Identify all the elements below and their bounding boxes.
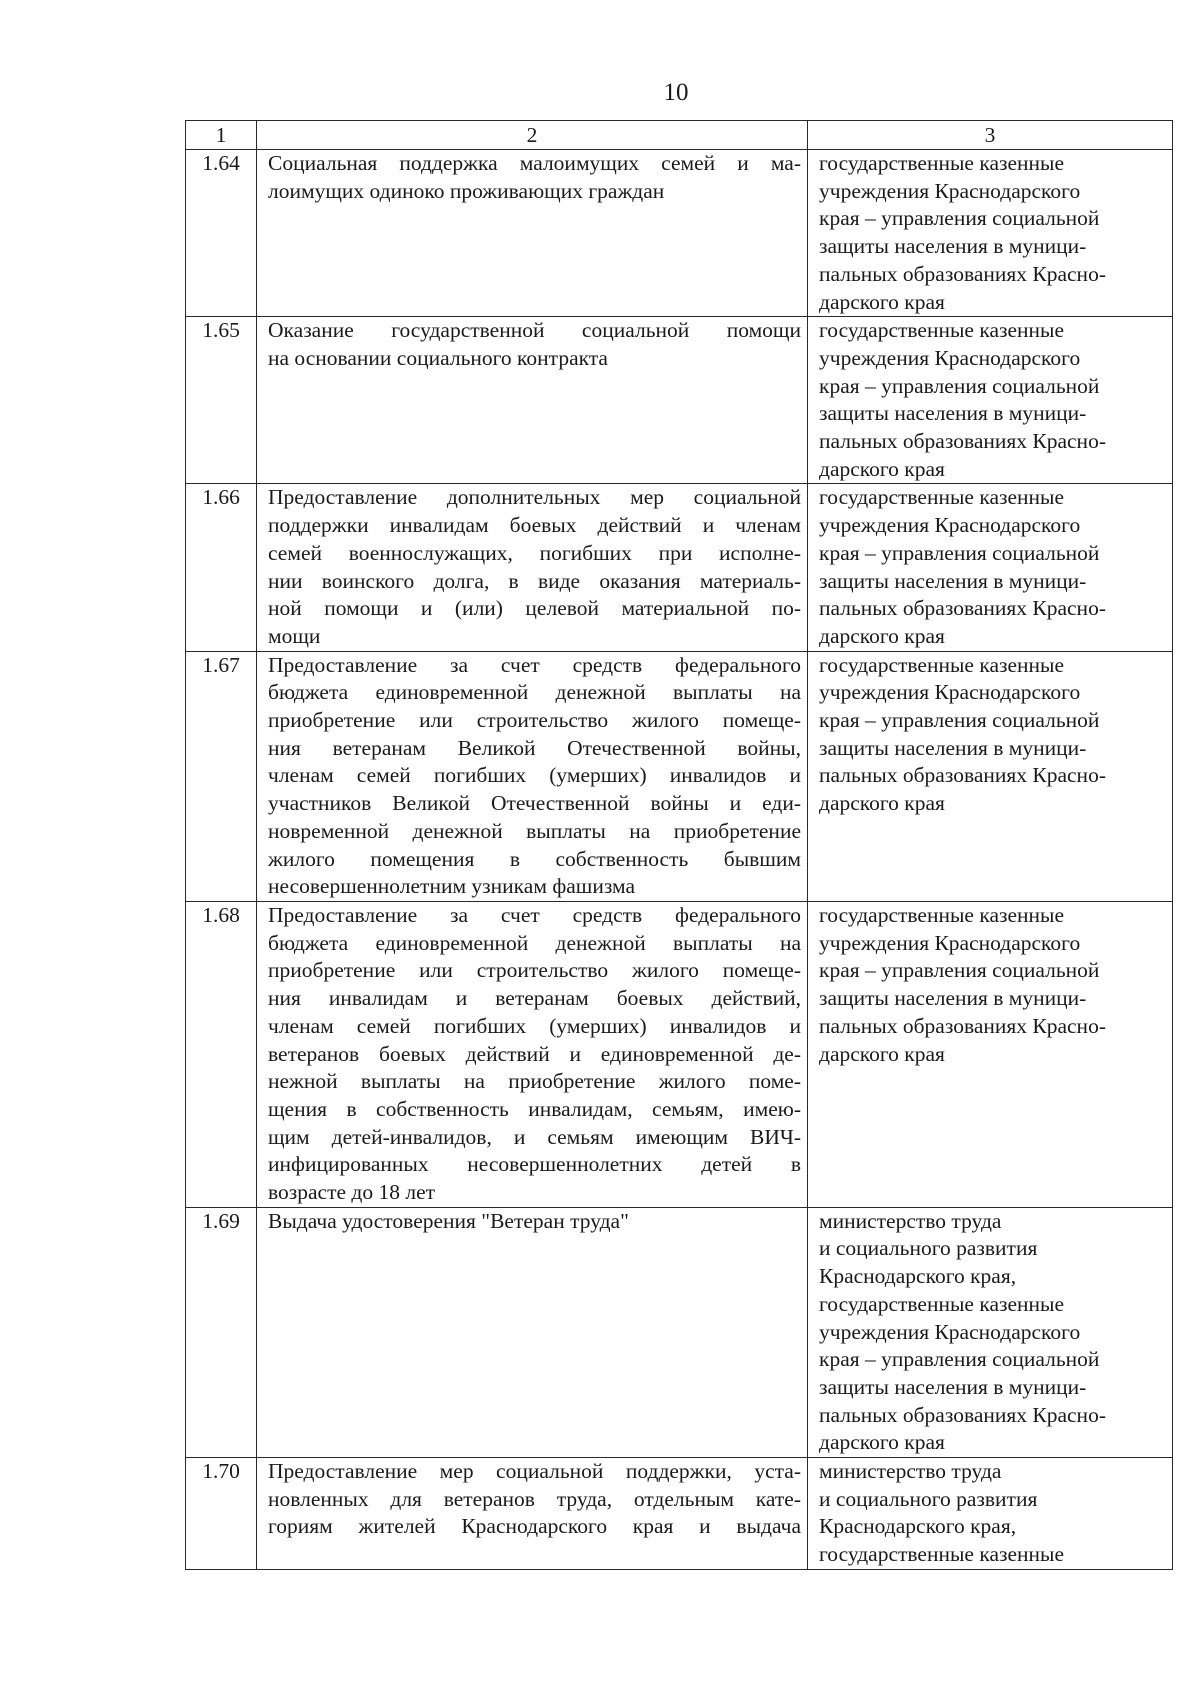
provider-text-line: учреждения Краснодарского (819, 680, 1081, 705)
table-row (186, 1458, 1173, 1570)
provider-text-line: защиты населения в муници- (819, 1374, 1087, 1399)
service-text-line: приобретение или строительство жилого помеще- (268, 708, 801, 733)
provider-text-line: и социального развития (819, 1486, 1038, 1511)
responsible-provider (808, 317, 1173, 484)
column-header-service: 2 (257, 121, 808, 150)
provider-text-line: пальных образованиях Красно- (819, 1402, 1106, 1427)
service-text-line: приобретение или строительство жилого помеще- (268, 958, 801, 983)
service-description (257, 484, 808, 651)
table-row (186, 484, 1173, 651)
table-row (186, 651, 1173, 901)
provider-text-line: учреждения Краснодарского (819, 1319, 1081, 1344)
provider-text-line: дарского края (819, 791, 945, 816)
service-text-line: новременной денежной выплаты на приобретение (268, 818, 801, 843)
service-text-line: Предоставление мер социальной поддержки, уста- (268, 1459, 801, 1484)
page-number: 10 (663, 79, 689, 106)
provider-text-line: государственные казенные (819, 318, 1065, 343)
provider-text-line: и социального развития (819, 1236, 1038, 1261)
table-row (186, 150, 1173, 317)
service-text-line: нежной выплаты на приобретение жилого поме- (268, 1069, 801, 1094)
service-text-line: Оказание государственной социальной помощи (268, 318, 801, 343)
provider-text-line: края – управления социальной (819, 1347, 1100, 1372)
services-table (185, 120, 1173, 1570)
service-description (257, 150, 808, 317)
service-text-line: на основании социального контракта (268, 345, 608, 370)
provider-text-line: учреждения Краснодарского (819, 513, 1081, 538)
column-header-number: 1 (186, 121, 257, 150)
provider-text-line: государственные казенные (819, 902, 1065, 927)
provider-text-line: учреждения Краснодарского (819, 345, 1081, 370)
table-row (186, 317, 1173, 484)
provider-text-line: дарского края (819, 1430, 945, 1455)
service-text-line: щения в собственность инвалидам, семьям, имею- (268, 1096, 801, 1121)
service-text-line: ветеранов боевых действий и единовременной де- (268, 1041, 801, 1066)
table-row (186, 1207, 1173, 1457)
service-text-line: Предоставление за счет средств федерального (268, 902, 801, 927)
service-description (257, 1207, 808, 1457)
row-number: 1.66 (186, 484, 257, 651)
service-text-line: ной помощи и (или) целевой материальной по- (268, 596, 801, 621)
provider-text-line: края – управления социальной (819, 540, 1100, 565)
service-description (257, 1458, 808, 1570)
responsible-provider (808, 484, 1173, 651)
provider-text-line: защиты населения в муници- (819, 735, 1087, 760)
responsible-provider (808, 150, 1173, 317)
provider-text-line: дарского края (819, 623, 945, 648)
service-text-line: лоимущих одиноко проживающих граждан (268, 178, 665, 203)
service-text-line: нии воинского долга, в виде оказания материаль- (268, 568, 801, 593)
provider-text-line: государственные казенные (819, 652, 1065, 677)
provider-text-line: министерство труда (819, 1208, 1002, 1233)
provider-text-line: края – управления социальной (819, 206, 1100, 231)
responsible-provider (808, 1207, 1173, 1457)
responsible-provider (808, 901, 1173, 1207)
provider-text-line: учреждения Краснодарского (819, 930, 1081, 955)
service-text-line: ния инвалидам и ветеранам боевых действий, (268, 986, 801, 1011)
provider-text-line: пальных образованиях Красно- (819, 429, 1106, 454)
provider-text-line: государственные казенные (819, 485, 1065, 510)
service-text-line: бюджета единовременной денежной выплаты на (268, 680, 801, 705)
provider-text-line: государственные казенные (819, 151, 1065, 175)
service-text-line: бюджета единовременной денежной выплаты на (268, 930, 801, 955)
service-text-line: несовершеннолетним узникам фашизма (268, 874, 636, 899)
service-description (257, 651, 808, 901)
row-number: 1.64 (186, 150, 257, 317)
provider-text-line: государственные казенные (819, 1291, 1065, 1316)
row-number: 1.68 (186, 901, 257, 1207)
responsible-provider (808, 651, 1173, 901)
provider-text-line: Краснодарского края, (819, 1514, 1017, 1539)
row-number: 1.67 (186, 651, 257, 901)
provider-text-line: министерство труда (819, 1459, 1002, 1484)
row-number: 1.65 (186, 317, 257, 484)
provider-text-line: защиты населения в муници- (819, 568, 1087, 593)
provider-text-line: края – управления социальной (819, 958, 1100, 983)
provider-text-line: защиты населения в муници- (819, 986, 1087, 1011)
responsible-provider (808, 1458, 1173, 1570)
service-text-line: инфицированных несовершеннолетних детей в (268, 1152, 801, 1177)
service-text-line: участников Великой Отечественной войны и еди- (268, 791, 801, 816)
service-text-line: возрасте до 18 лет (268, 1180, 436, 1205)
service-text-line: жилого помещения в собственность бывшим (268, 846, 801, 871)
service-text-line: щим детей-инвалидов, и семьям имеющим ВИЧ- (268, 1124, 801, 1149)
service-text-line: членам семей погибших (умерших) инвалидов и (268, 1013, 801, 1038)
service-text-line: семей военнослужащих, погибших при исполне- (268, 540, 801, 565)
service-text-line: мощи (268, 623, 321, 648)
service-text-line: членам семей погибших (умерших) инвалидов и (268, 763, 801, 788)
service-description (257, 317, 808, 484)
provider-text-line: края – управления социальной (819, 373, 1100, 398)
service-text-line: ния ветеранам Великой Отечественной войны, (268, 735, 801, 760)
provider-text-line: Краснодарского края, (819, 1264, 1017, 1289)
service-text-line: Предоставление за счет средств федерального (268, 652, 801, 677)
service-text-line: новленных для ветеранов труда, отдельным кате- (268, 1486, 801, 1511)
provider-text-line: края – управления социальной (819, 708, 1100, 733)
service-text-line: Социальная поддержка малоимущих семей и ма- (268, 151, 801, 175)
provider-text-line: государственные казенные (819, 1542, 1065, 1567)
provider-text-line: пальных образованиях Красно- (819, 763, 1106, 788)
service-text-line: поддержки инвалидам боевых действий и членам (268, 513, 801, 538)
row-number: 1.69 (186, 1207, 257, 1457)
table-row (186, 901, 1173, 1207)
table-header-row (186, 121, 1173, 150)
provider-text-line: пальных образованиях Красно- (819, 261, 1106, 286)
service-text-line: Предоставление дополнительных мер социальной (268, 485, 801, 510)
service-text-line: Выдача удостоверения "Ветеран труда" (268, 1208, 629, 1233)
provider-text-line: защиты населения в муници- (819, 401, 1087, 426)
provider-text-line: защиты населения в муници- (819, 234, 1087, 259)
service-description (257, 901, 808, 1207)
provider-text-line: пальных образованиях Красно- (819, 1013, 1106, 1038)
service-text-line: гориям жителей Краснодарского края и выдача (268, 1514, 801, 1539)
provider-text-line: дарского края (819, 289, 945, 314)
provider-text-line: пальных образованиях Красно- (819, 596, 1106, 621)
provider-text-line: дарского края (819, 456, 945, 481)
provider-text-line: учреждения Краснодарского (819, 178, 1081, 203)
provider-text-line: дарского края (819, 1041, 945, 1066)
column-header-provider: 3 (808, 121, 1173, 150)
row-number: 1.70 (186, 1458, 257, 1570)
